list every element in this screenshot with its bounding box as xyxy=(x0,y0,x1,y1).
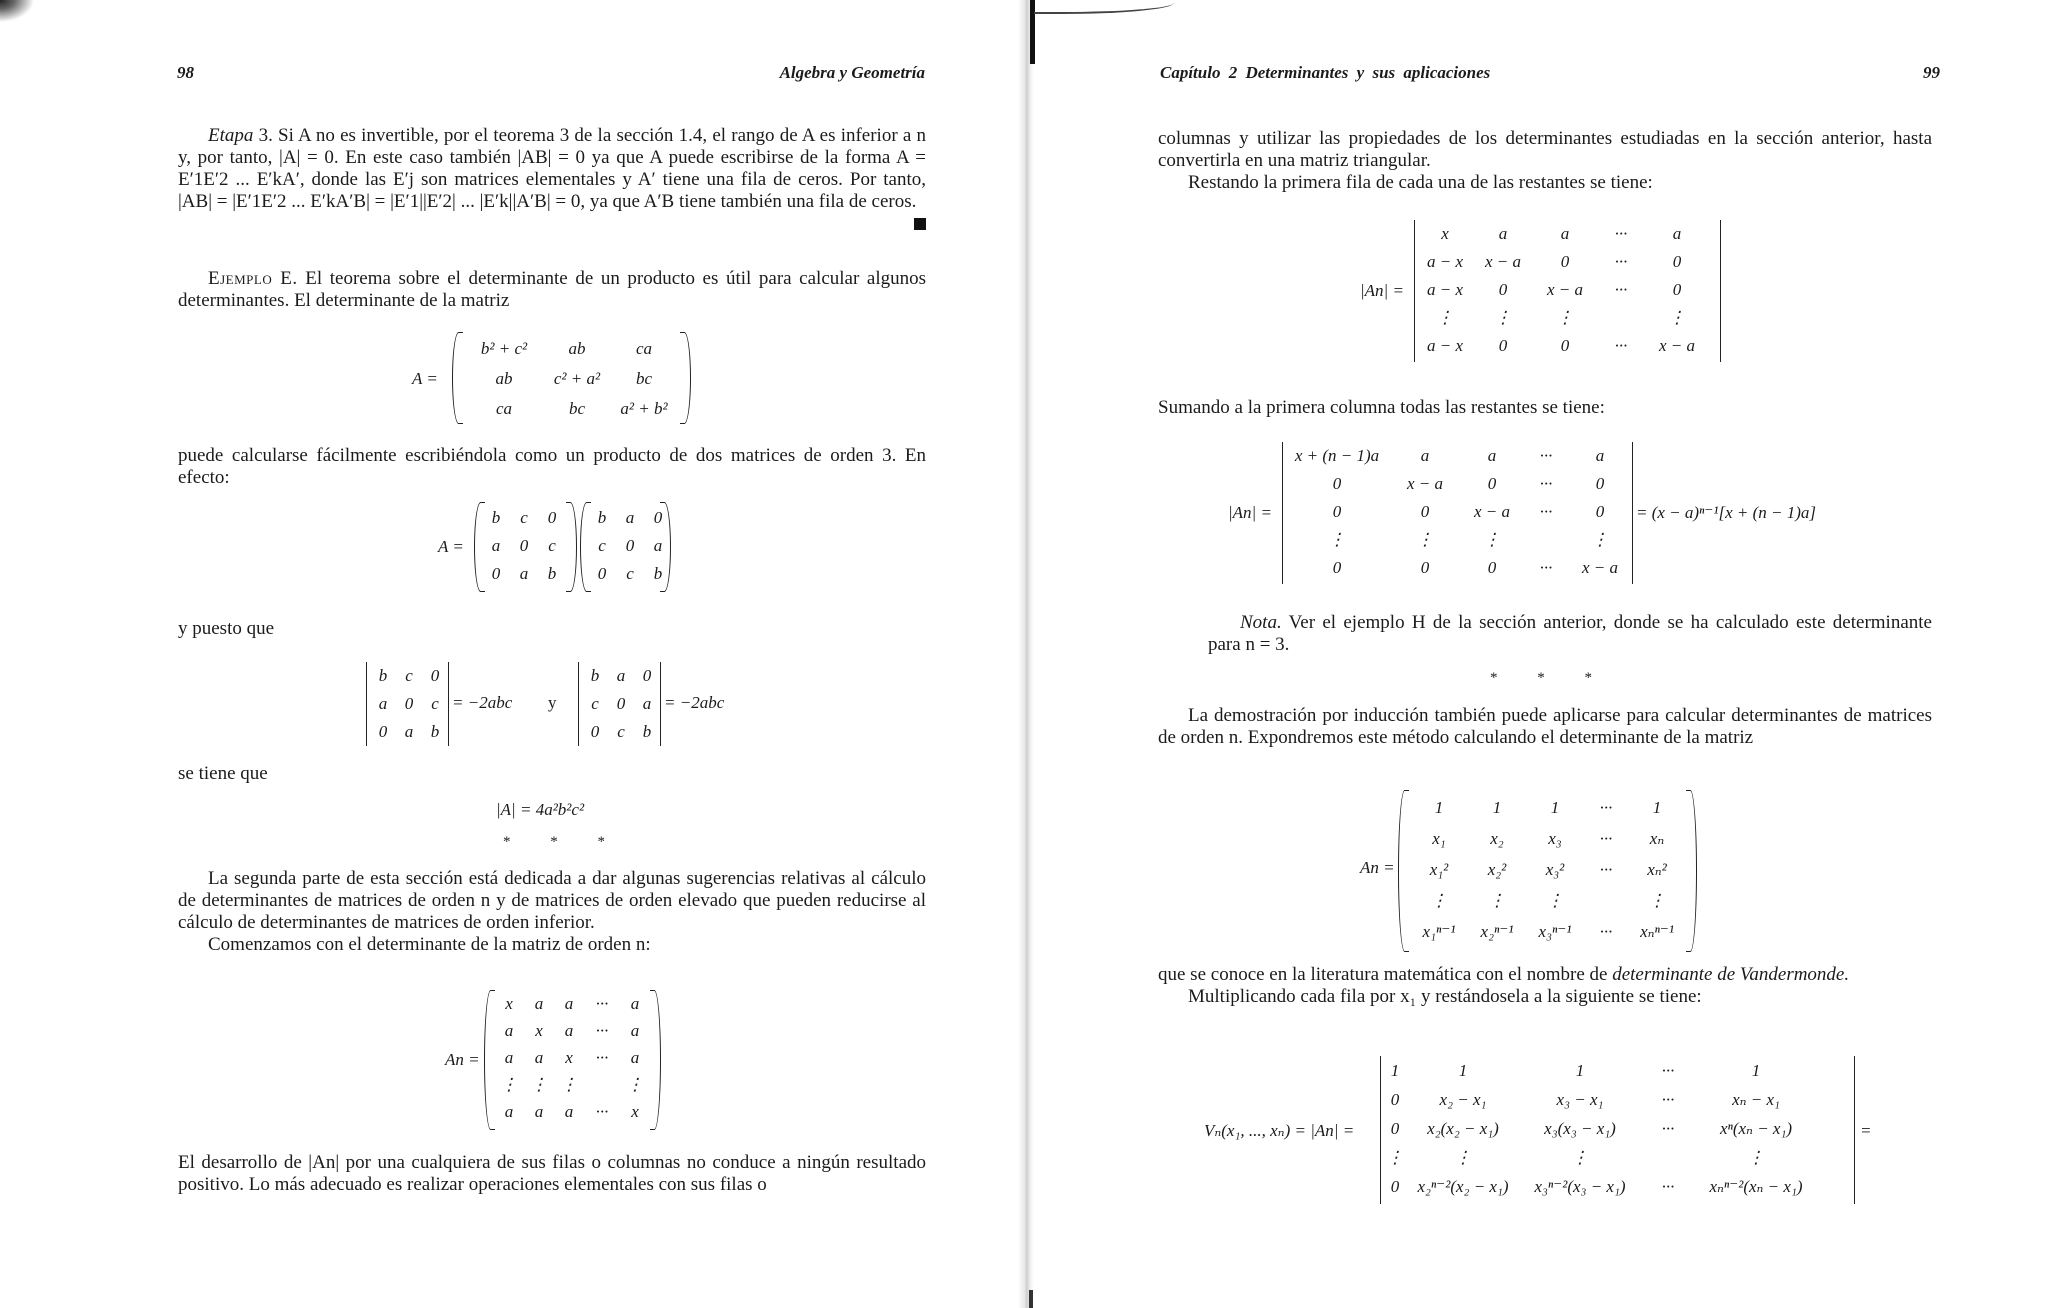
matrix-a xyxy=(462,334,680,424)
matrix-cell: 0 xyxy=(1390,1118,1400,1138)
induccion-paragraph xyxy=(1158,705,1932,749)
matrix-cell: ··· xyxy=(1614,252,1628,271)
matrix-cell: c xyxy=(626,564,634,583)
nota-paragraph xyxy=(1208,612,1932,656)
vander-text: que se conoce en la literatura matemática con el nombre de xyxy=(1158,964,1608,985)
matrix-cell: b xyxy=(378,666,388,685)
matrix-cell: 0 xyxy=(491,564,501,583)
matrix-cell: 0 xyxy=(597,564,607,583)
matrix-cell: ··· xyxy=(1539,446,1553,465)
matrix-cell: a xyxy=(519,564,529,583)
nota-label: Nota. xyxy=(1240,612,1282,633)
matrix-cell: xₙⁿ⁻¹ xyxy=(1640,921,1674,941)
matrix-cell: ⋮ xyxy=(1747,1147,1765,1167)
matrix-cell: a xyxy=(642,694,652,713)
desarrollo-paragraph xyxy=(178,1152,926,1196)
matrix-cell: 1 xyxy=(1550,797,1560,817)
product-m1-right-paren xyxy=(566,502,577,592)
matrix-cell: 1 xyxy=(1492,797,1502,817)
matrix-cell: x₂ⁿ⁻²(x₂ − x₁) xyxy=(1417,1176,1509,1196)
matrix-cell: a xyxy=(653,536,663,555)
det2-left-bar xyxy=(578,662,579,746)
matrix-cell: x₁ xyxy=(1432,828,1446,848)
matrix-cell: x₂ⁿ⁻¹ xyxy=(1480,921,1514,941)
matrix-cell: x xyxy=(565,1047,573,1067)
det-restando-label: |An| = xyxy=(1360,281,1404,300)
matrix-cell: a xyxy=(616,666,626,685)
ejemplo-paragraph xyxy=(178,268,926,312)
matrix-cell: x₁ⁿ⁻¹ xyxy=(1422,921,1456,941)
product-label: A = xyxy=(438,537,464,556)
columnas-text: columnas y utilizar las propiedades de los determinantes estudiadas en la sección anterior, hasta convertirla en una matriz triangular. xyxy=(1158,128,1932,171)
det-sumando-result: = (x − a)ⁿ⁻¹[x + (n − 1)a] xyxy=(1636,503,1817,522)
matrix-cell: a xyxy=(504,1101,514,1121)
matrix-cell: x₃ − x₁ xyxy=(1556,1089,1604,1109)
matrix-cell: ca xyxy=(495,399,513,418)
matrix-cell: 0 xyxy=(625,536,635,555)
matrix-cell: ··· xyxy=(1599,828,1613,848)
matrix-cell: b xyxy=(491,508,501,527)
det-restando-left-bar xyxy=(1414,220,1415,362)
matrix-cell: c xyxy=(598,536,606,555)
matrix-cell: a xyxy=(1672,224,1682,243)
matrix-cell: x₂ xyxy=(1490,828,1504,848)
segunda-paragraph xyxy=(178,868,926,956)
matrix-cell: a xyxy=(625,508,635,527)
matrix-cell: b xyxy=(430,722,440,741)
matrix-cell: ⋮ xyxy=(1648,890,1666,910)
etapa-label: Etapa xyxy=(208,125,254,146)
an-label: An = xyxy=(445,1050,480,1069)
matrix-cell: a − x xyxy=(1426,280,1464,299)
vander-right-paren xyxy=(1686,790,1697,952)
matrix-cell: ··· xyxy=(595,1020,609,1040)
matrix-cell: c xyxy=(520,508,528,527)
matrix-cell: x − a xyxy=(1484,252,1522,271)
det1-matrix xyxy=(370,662,448,746)
matrix-cell: xₙ − x₁ xyxy=(1732,1089,1780,1109)
matrix-cell: ab xyxy=(495,369,513,388)
matrix-cell: 1 xyxy=(1751,1060,1761,1080)
ejemplo-label: Ejemplo E. xyxy=(208,268,298,289)
matrix-cell: 1 xyxy=(1434,797,1444,817)
matrix-cell: x₁² xyxy=(1429,859,1449,879)
det-sumando-left-bar xyxy=(1282,442,1283,584)
matrix-cell: ⋮ xyxy=(1668,308,1686,327)
matrix-cell: ⋮ xyxy=(1488,890,1506,910)
matrix-cell: a xyxy=(564,1101,574,1121)
matrix-cell: x₂² xyxy=(1487,859,1507,879)
section-stars-right: * * * xyxy=(1490,670,1610,686)
comenzamos-text: Comenzamos con el determinante de la matriz de orden n: xyxy=(208,934,651,955)
matrix-cell: x xyxy=(535,1020,543,1040)
matrix-cell: a xyxy=(504,1020,514,1040)
matrix-cell: c xyxy=(591,694,599,713)
matrix-cell: b² + c² xyxy=(480,339,528,358)
matrix-cell: a xyxy=(1498,224,1508,243)
matrix-cell: 1 xyxy=(1390,1060,1400,1080)
matrix-cell: ··· xyxy=(1614,280,1628,299)
segunda-text: La segunda parte de esta sección está dedicada a dar algunas sugerencias relativas al cálculo de determinantes de matrices de orden n y de matrices de orden elevado que pueden reducirse al cálculo de determinantes de matrices de orden inferior. xyxy=(178,868,926,933)
matrix-cell: ⋮ xyxy=(530,1074,548,1094)
vander-paragraph xyxy=(1158,964,1932,1008)
matrix-cell: x₂(x₂ − x₁) xyxy=(1427,1118,1499,1138)
matrix-cell: b xyxy=(590,666,600,685)
final-result: |A| = 4a²b²c² xyxy=(496,800,585,819)
induccion-text: La demostración por inducción también puede aplicarse para calcular determinantes de matrices de orden n. Expondremos este método calculando el determinante de la matriz xyxy=(1158,705,1932,748)
matrix-cell: c² + a² xyxy=(553,369,601,388)
matrix-cell: ⋮ xyxy=(1556,308,1574,327)
det-sumando-right-bar xyxy=(1632,442,1633,584)
matrix-cell: 0 xyxy=(519,536,529,555)
etapa-paragraph xyxy=(178,125,926,230)
vn-result: = xyxy=(1860,1121,1872,1140)
matrix-cell: 0 xyxy=(1332,474,1342,493)
matrix-cell: a xyxy=(1420,446,1430,465)
matrix-cell: ⋮ xyxy=(1436,308,1454,327)
vn-matrix xyxy=(1384,1056,1852,1204)
matrix-cell: 0 xyxy=(1672,280,1682,299)
matrix-cell: bc xyxy=(568,399,586,418)
matrix-cell: 0 xyxy=(1390,1089,1400,1109)
page-number-right: 99 xyxy=(1923,63,1940,82)
matrix-a-label: A = xyxy=(412,369,438,388)
matrix-cell: ⋮ xyxy=(1386,1147,1404,1167)
matrix-cell: ··· xyxy=(1614,336,1628,355)
det1-result: = −2abc xyxy=(452,693,513,712)
matrix-cell: ··· xyxy=(1661,1176,1675,1196)
matrix-cell: ⋮ xyxy=(1494,308,1512,327)
matrix-cell: 0 xyxy=(547,508,557,527)
matrix-cell: ··· xyxy=(1661,1089,1675,1109)
matrix-cell: a xyxy=(630,1020,640,1040)
an-matrix xyxy=(494,990,650,1128)
matrix-cell: 0 xyxy=(1595,474,1605,493)
det2-matrix xyxy=(582,662,660,746)
se-tiene-que: se tiene que xyxy=(178,763,268,784)
matrix-cell: a xyxy=(1487,446,1497,465)
matrix-cell: ab xyxy=(568,339,586,358)
matrix-cell: x − a xyxy=(1406,474,1444,493)
vander-label: An = xyxy=(1360,858,1395,877)
matrix-cell: c xyxy=(431,694,439,713)
matrix-cell: a xyxy=(504,1047,514,1067)
ejemplo-text: El teorema sobre el determinante de un producto es útil para calcular algunos determinantes. El determinante de la matriz xyxy=(178,268,926,311)
matrix-cell: 0 xyxy=(1420,558,1430,577)
matrix-cell: ⋮ xyxy=(1546,890,1564,910)
matrix-cell: a xyxy=(534,993,544,1013)
page-number-left: 98 xyxy=(177,63,194,82)
product-text: puede calcularse fácilmente escribiéndola como un producto de dos matrices de orden 3. En efecto: xyxy=(178,445,926,488)
nota-text: Ver el ejemplo H de la sección anterior, donde se ha calculado este determinante para n = 3. xyxy=(1208,612,1932,655)
vn-left-bar xyxy=(1380,1056,1381,1204)
matrix-cell: 1 xyxy=(1652,797,1662,817)
matrix-cell: ··· xyxy=(1614,224,1628,243)
matrix-cell: ⋮ xyxy=(1454,1147,1472,1167)
y-puesto-que: y puesto que xyxy=(178,618,275,639)
matrix-cell: 0 xyxy=(1498,336,1508,355)
det-sumando xyxy=(1286,442,1630,584)
matrix-cell: ··· xyxy=(595,1047,609,1067)
section-stars-left: * * * xyxy=(503,834,623,850)
matrix-cell: ··· xyxy=(1599,797,1613,817)
left-page xyxy=(0,0,1020,1308)
matrix-cell: a − x xyxy=(1426,252,1464,271)
matrix-cell: x − a xyxy=(1581,558,1619,577)
matrix-cell: b xyxy=(547,564,557,583)
matrix-cell: a xyxy=(404,722,414,741)
matrix-cell: b xyxy=(653,564,663,583)
matrix-cell: ··· xyxy=(1539,502,1553,521)
matrix-cell: b xyxy=(597,508,607,527)
matrix-cell: 0 xyxy=(1332,558,1342,577)
matrix-cell: x + (n − 1)a xyxy=(1294,446,1380,465)
right-page xyxy=(1030,0,2048,1308)
det-restando-right-bar xyxy=(1720,220,1721,362)
matrix-cell: x₃² xyxy=(1545,859,1565,879)
matrix-cell: a xyxy=(534,1101,544,1121)
matrix-cell: 0 xyxy=(430,666,440,685)
matrix-cell: a xyxy=(1560,224,1570,243)
vn-label: Vₙ(x₁, ..., xₙ) = |An| = xyxy=(1204,1121,1355,1140)
sumando-paragraph xyxy=(1158,397,1932,419)
matrix-cell: 0 xyxy=(642,666,652,685)
det1-right-bar xyxy=(448,662,449,746)
matrix-cell: a xyxy=(491,536,501,555)
matrix-cell: ⋮ xyxy=(1328,530,1346,549)
matrix-cell: ⋮ xyxy=(1430,890,1448,910)
matrix-cell: ⋮ xyxy=(560,1074,578,1094)
matrix-cell: ca xyxy=(635,339,653,358)
matrix-cell: ··· xyxy=(1661,1118,1675,1138)
an-right-paren xyxy=(650,990,661,1130)
end-of-proof-icon xyxy=(914,218,926,230)
matrix-cell: 0 xyxy=(1332,502,1342,521)
matrix-cell: ⋮ xyxy=(1483,530,1501,549)
columnas-paragraph xyxy=(1158,128,1932,194)
vander-name: determinante de Vandermonde. xyxy=(1612,964,1850,985)
matrix-cell: x₃ⁿ⁻¹ xyxy=(1538,921,1572,941)
det-sumando-label: |An| = xyxy=(1228,503,1272,522)
matrix-cell: x xyxy=(1441,224,1449,243)
matrix-cell: 0 xyxy=(1487,558,1497,577)
matrix-cell: x − a xyxy=(1658,336,1696,355)
vander-matrix xyxy=(1410,792,1686,948)
matrix-cell: ⋮ xyxy=(1571,1147,1589,1167)
running-head-left: Algebra y Geometría xyxy=(779,63,925,82)
matrix-cell: a xyxy=(564,993,574,1013)
product-paragraph xyxy=(178,445,926,489)
matrix-cell: c xyxy=(548,536,556,555)
matrix-cell: ··· xyxy=(1599,859,1613,879)
matrix-a-right-paren xyxy=(680,332,691,424)
matrix-cell: x − a xyxy=(1546,280,1584,299)
matrix-cell: a − x xyxy=(1426,336,1464,355)
y-word: y xyxy=(548,693,557,712)
matrix-cell: x₂ − x₁ xyxy=(1439,1089,1487,1109)
matrix-cell: 0 xyxy=(1498,280,1508,299)
matrix-cell: a² + b² xyxy=(620,399,668,418)
sumando-text: Sumando a la primera columna todas las restantes se tiene: xyxy=(1158,397,1605,418)
matrix-cell: 0 xyxy=(1595,502,1605,521)
running-head-right: Capítulo 2 Determinantes y sus aplicaciones xyxy=(1160,63,1491,82)
matrix-cell: a xyxy=(630,1047,640,1067)
matrix-cell: ⋮ xyxy=(1591,530,1609,549)
vander-left-paren xyxy=(1398,790,1409,952)
matrix-cell: 0 xyxy=(1487,474,1497,493)
etapa-text: 3. Si A no es invertible, por el teorema 3 de la sección 1.4, el rango de A es inferior a n y, por tanto, |A| = 0. En este caso también |AB| = 0 ya que A puede escribirse de la forma A = E′1E′2 ... E′kA′, donde las E′j son matrices elementales y A′ tiene una fila de ceros. Por tanto, |AB| = |E′1E′2 ... E′kA′B| = |E′1||E′2| ... |E′k||A′B| = 0, ya que A′B tiene también una fila de ceros. xyxy=(178,125,926,212)
restando-text: Restando la primera fila de cada una de las restantes se tiene: xyxy=(1188,172,1653,193)
matrix-cell: 0 xyxy=(590,722,600,741)
matrix-cell: xₙ² xyxy=(1647,859,1667,879)
matrix-cell: ··· xyxy=(1661,1060,1675,1080)
matrix-cell: x xyxy=(631,1101,639,1121)
matrix-cell: ··· xyxy=(595,1101,609,1121)
matrix-cell: xₙⁿ⁻²(xₙ − x₁) xyxy=(1709,1176,1803,1196)
matrix-cell: a xyxy=(378,694,388,713)
matrix-cell: 1 xyxy=(1575,1060,1585,1080)
matrix-cell: x₃ xyxy=(1548,828,1562,848)
matrix-cell: 0 xyxy=(616,694,626,713)
matrix-cell: a xyxy=(534,1047,544,1067)
matrix-cell: 0 xyxy=(1560,252,1570,271)
matrix-cell: xⁿ(xₙ − x₁) xyxy=(1719,1118,1793,1138)
det-restando xyxy=(1418,220,1718,362)
matrix-cell: ··· xyxy=(595,993,609,1013)
matrix-cell: ··· xyxy=(1539,558,1553,577)
matrix-cell: ⋮ xyxy=(1416,530,1434,549)
vn-right-bar xyxy=(1854,1056,1855,1204)
matrix-cell: a xyxy=(564,1020,574,1040)
matrix-cell: ··· xyxy=(1599,921,1613,941)
matrix-cell: ··· xyxy=(1539,474,1553,493)
matrix-cell: 0 xyxy=(1560,336,1570,355)
matrix-cell: x₃ⁿ⁻²(x₃ − x₁) xyxy=(1534,1176,1626,1196)
matrix-cell: x xyxy=(505,993,513,1013)
matrix-cell: a xyxy=(630,993,640,1013)
multiplicando-text: Multiplicando cada fila por x₁ y restándosela a la siguiente se tiene: xyxy=(1188,986,1702,1007)
matrix-cell: c xyxy=(405,666,413,685)
matrix-cell: x₃(x₃ − x₁) xyxy=(1544,1118,1616,1138)
matrix-cell: b xyxy=(642,722,652,741)
matrix-cell: a xyxy=(1595,446,1605,465)
matrix-cell: x − a xyxy=(1473,502,1511,521)
matrix-cell: bc xyxy=(635,369,653,388)
det1-left-bar xyxy=(366,662,367,746)
matrix-cell: 0 xyxy=(653,508,663,527)
det2-result: = −2abc xyxy=(664,693,725,712)
matrix-cell: 0 xyxy=(378,722,388,741)
matrix-cell: 0 xyxy=(1390,1176,1400,1196)
desarrollo-text: El desarrollo de |An| por una cualquiera de sus filas o columnas no conduce a ningún resultado positivo. Lo más adecuado es realizar operaciones elementales con sus filas o xyxy=(178,1152,926,1195)
matrix-cell: 1 xyxy=(1458,1060,1468,1080)
matrix-cell: ⋮ xyxy=(500,1074,518,1094)
det2-right-bar xyxy=(660,662,661,746)
matrix-cell: 0 xyxy=(1672,252,1682,271)
matrix-cell: ⋮ xyxy=(626,1074,644,1094)
matrix-cell: 0 xyxy=(404,694,414,713)
matrix-cell: xₙ xyxy=(1649,828,1665,848)
matrix-cell: c xyxy=(617,722,625,741)
matrix-cell: 0 xyxy=(1420,502,1430,521)
product-matrix-1 xyxy=(482,504,566,588)
